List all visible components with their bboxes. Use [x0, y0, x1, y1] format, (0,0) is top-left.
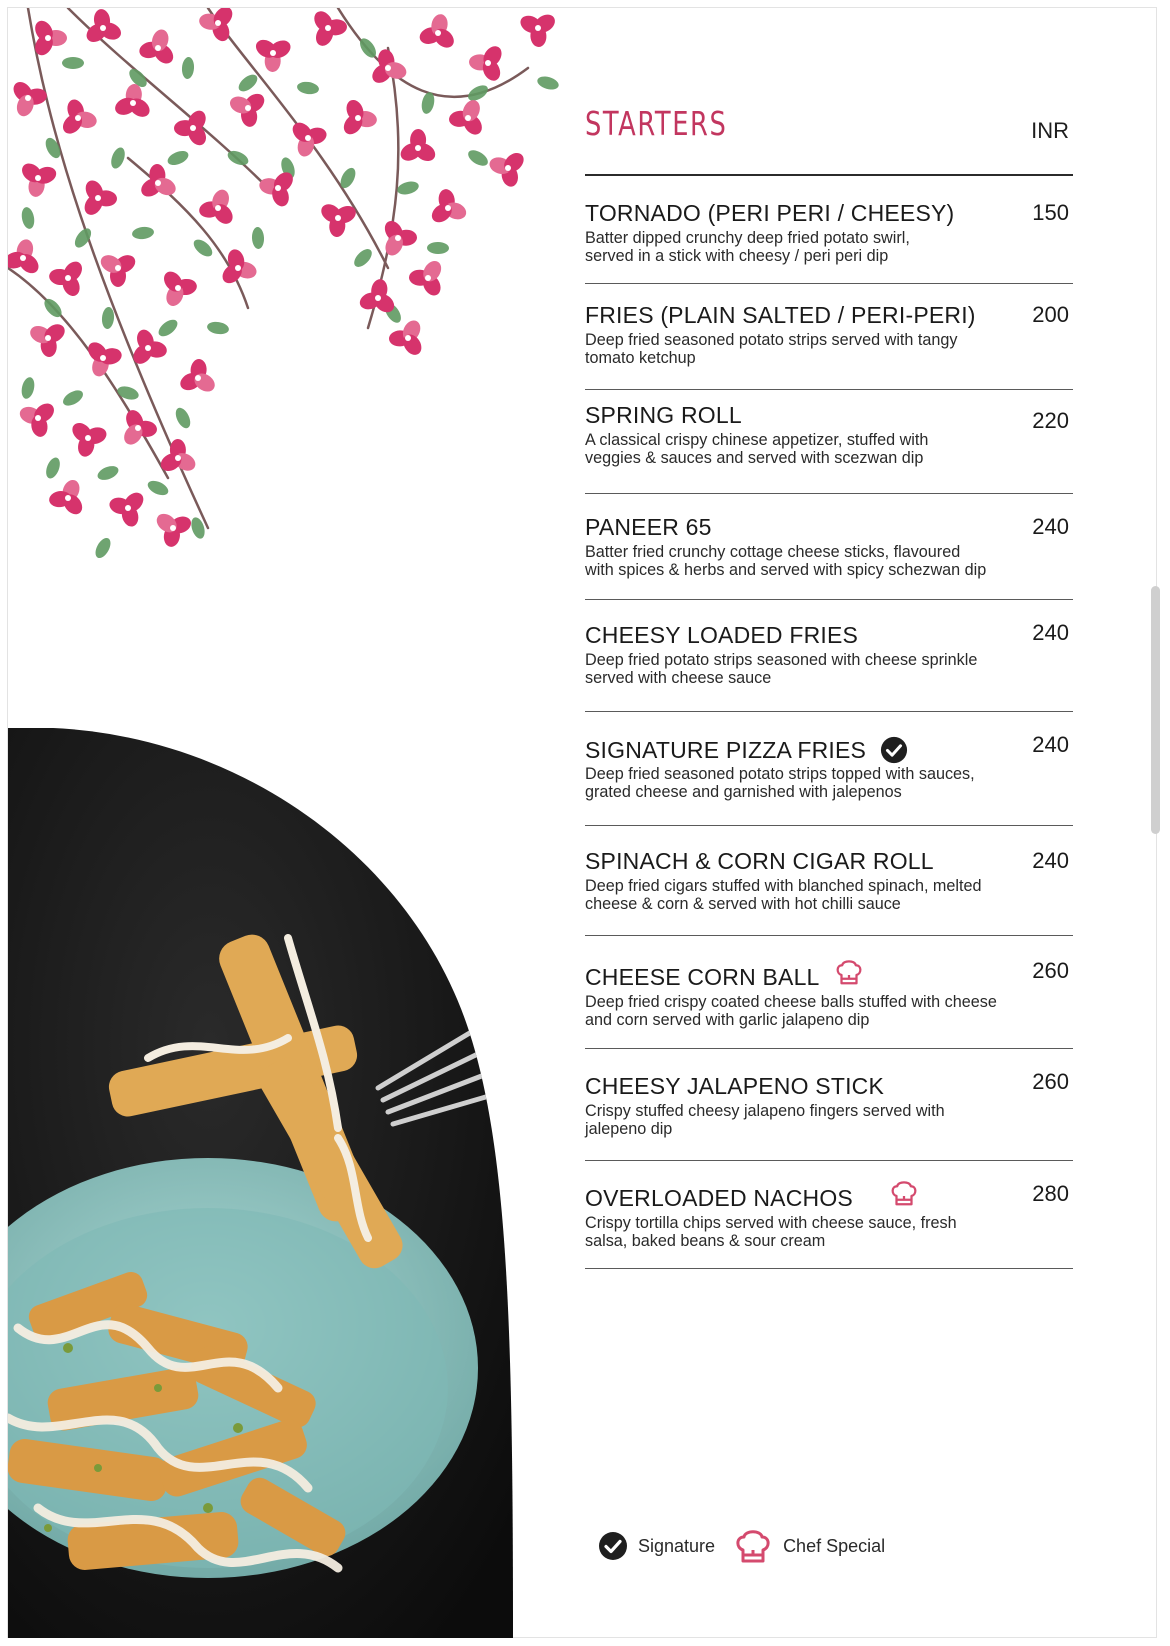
menu-item-name-row [585, 964, 864, 991]
menu-item-description [585, 544, 1025, 579]
menu-item [585, 390, 1073, 494]
menu-item-description-line: Deep fried seasoned potato strips topped with sauces, [585, 765, 975, 783]
menu-item-name: PANEER 65 [585, 514, 712, 540]
menu-item-price: 200 [1032, 302, 1069, 327]
bougainvillea-illustration [8, 8, 608, 608]
menu-item-name: SPINACH & CORN CIGAR ROLL [585, 848, 934, 874]
menu-item-name: CHEESY JALAPENO STICK [585, 1073, 885, 1099]
menu-item-description-line: Batter dipped crunchy deep fried potato swirl, [585, 229, 910, 247]
menu-item-price: 240 [1032, 514, 1069, 539]
menu-item-description [585, 1215, 1025, 1250]
menu-item-description-line: A classical crispy chinese appetizer, stuffed with [585, 431, 929, 449]
menu-section [585, 100, 1073, 1269]
menu-item-description [585, 1103, 1025, 1138]
menu-item [585, 176, 1073, 284]
menu-item-description [585, 766, 1025, 801]
menu-item-name-row [585, 302, 976, 329]
menu-item-name-row [585, 514, 712, 541]
menu-item-description-line: and corn served with garlic jalapeno dip [585, 1010, 870, 1029]
check-circle-icon [880, 736, 908, 764]
menu-item-price: 240 [1032, 732, 1069, 757]
menu-item-name: OVERLOADED NACHOS [585, 1185, 853, 1211]
menu-item-description-line: served with cheese sauce [585, 668, 772, 687]
menu-item [585, 712, 1073, 826]
menu-item-description-line: veggies & sauces and served with scezwan dip [585, 448, 924, 467]
menu-item [585, 600, 1073, 712]
menu-item-price: 150 [1032, 200, 1069, 225]
menu-item-name: CHEESY LOADED FRIES [585, 622, 859, 648]
menu-item-price: 260 [1032, 1069, 1069, 1094]
menu-item-price: 260 [1032, 958, 1069, 983]
menu-item-name: TORNADO (PERI PERI / CHEESY) [585, 200, 955, 226]
menu-item-name-row [585, 622, 858, 649]
menu-item-name-row [585, 1073, 884, 1100]
scrollbar-thumb[interactable] [1151, 586, 1160, 834]
menu-item [585, 1049, 1073, 1161]
menu-item-price: 280 [1032, 1181, 1069, 1206]
menu-item-description-line: grated cheese and garnished with jalepenos [585, 782, 902, 801]
menu-item-description-line: Batter fried crunchy cottage cheese sticks, flavoured [585, 543, 961, 561]
menu-item-description-line: with spices & herbs and served with spicy schezwan dip [585, 560, 987, 579]
menu-item-name: CHEESE CORN BALL [585, 964, 820, 990]
menu-item-description [585, 652, 1025, 687]
menu-header [585, 100, 1073, 176]
menu-item-description-line: Deep fried seasoned potato strips served with tangy [585, 331, 958, 349]
menu-item-name-row [585, 200, 954, 227]
menu-item-price: 240 [1032, 848, 1069, 873]
loaded-fries-photo [8, 728, 513, 1638]
menu-item [585, 284, 1073, 390]
menu-item-description-line: salsa, baked beans & sour cream [585, 1231, 826, 1250]
menu-item [585, 826, 1073, 936]
menu-item-description [585, 878, 1025, 913]
menu-item-description [585, 230, 1025, 265]
menu-item-name: SIGNATURE PIZZA FRIES [585, 736, 867, 763]
legend-chef-special-label: Chef Special [783, 1535, 886, 1556]
menu-item-name-row [585, 402, 742, 429]
menu-item [585, 1161, 1073, 1269]
menu-item-name-row [585, 736, 908, 764]
currency-label: INR [1031, 118, 1069, 143]
menu-item-description-line: cheese & corn & served with hot chilli sauce [585, 894, 901, 913]
menu-item-price: 220 [1032, 408, 1069, 433]
legend [598, 1526, 903, 1566]
chef-hat-icon [889, 1178, 919, 1208]
menu-item-price: 240 [1032, 620, 1069, 645]
menu-item-description-line: jalepeno dip [585, 1119, 673, 1138]
menu-item-description [585, 332, 1025, 367]
menu-item-description-line: tomato ketchup [585, 348, 696, 367]
menu-item-description-line: Crispy tortilla chips served with cheese sauce, fresh [585, 1214, 957, 1232]
menu-item-description-line: Deep fried cigars stuffed with blanched spinach, melted [585, 877, 982, 895]
menu-item [585, 936, 1073, 1049]
menu-item-name-row [585, 1185, 919, 1212]
menu-item-description-line: served in a stick with cheesy / peri peri dip [585, 246, 889, 265]
menu-item-name: SPRING ROLL [585, 402, 742, 428]
section-title: STARTERS [585, 104, 728, 143]
menu-item-name-row [585, 848, 934, 875]
menu-item-description [585, 994, 1025, 1029]
check-circle-icon [598, 1531, 628, 1561]
menu-item-description-line: Deep fried potato strips seasoned with cheese sprinkle [585, 651, 978, 669]
legend-signature-label: Signature [638, 1535, 716, 1556]
menu-item-description [585, 432, 1025, 467]
menu-item [585, 494, 1073, 600]
menu-item-description-line: Deep fried crispy coated cheese balls stuffed with cheese [585, 993, 997, 1011]
chef-hat-icon [834, 957, 864, 987]
menu-item-name: FRIES (PLAIN SALTED / PERI-PERI) [585, 302, 976, 328]
menu-items-list [585, 176, 1073, 1269]
menu-item-description-line: Crispy stuffed cheesy jalapeno fingers served with [585, 1102, 945, 1120]
chef-hat-icon [733, 1526, 773, 1566]
